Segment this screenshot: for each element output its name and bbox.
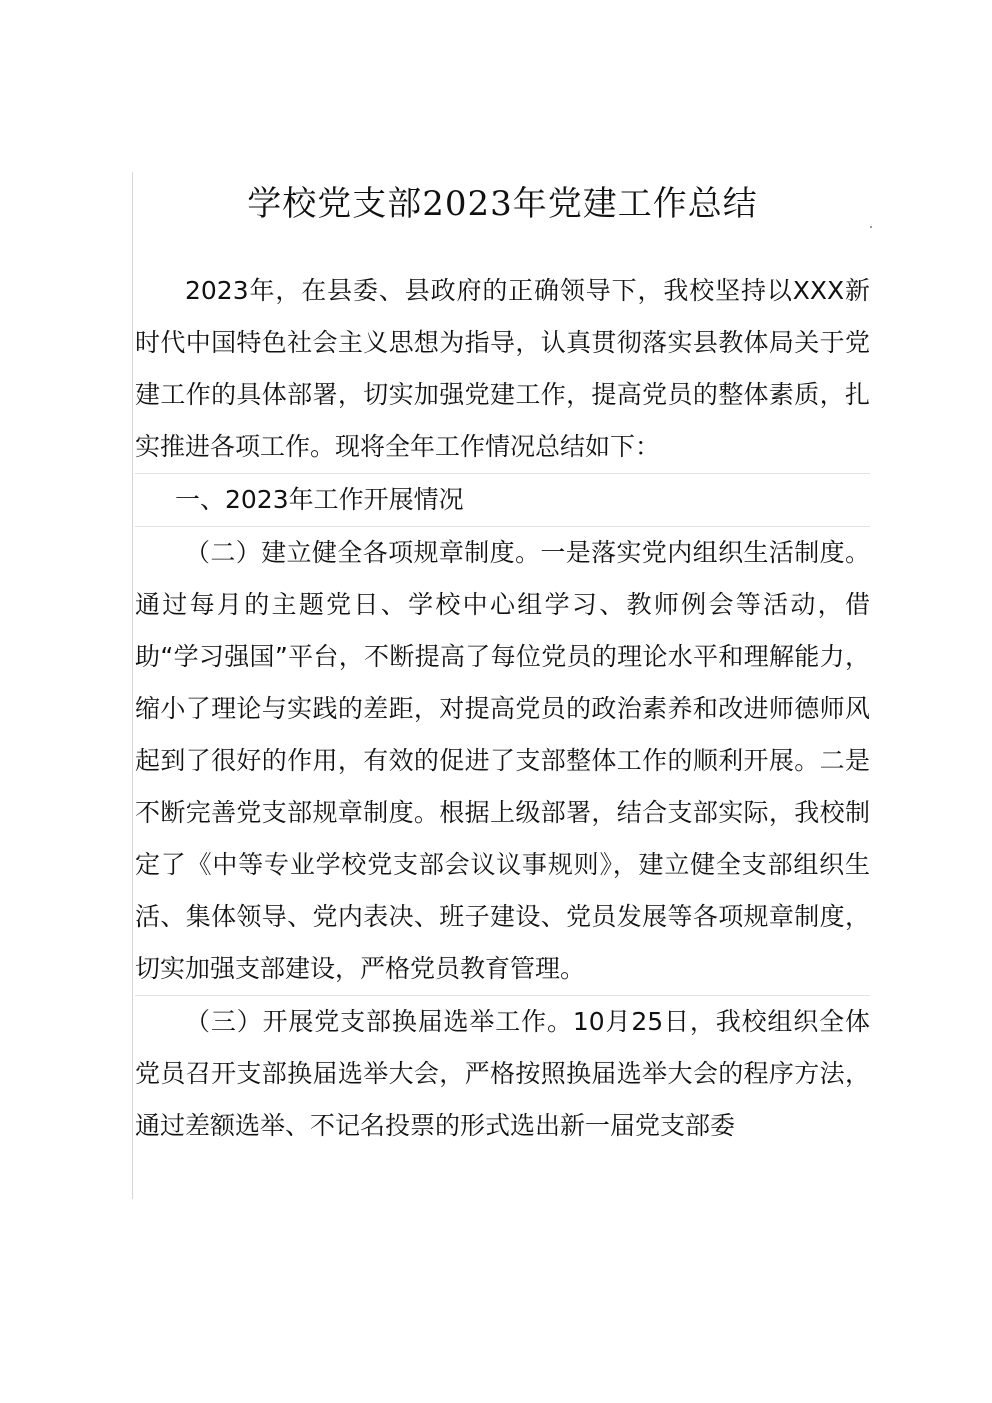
intro-paragraph: 2023年，在县委、县政府的正确领导下，我校坚持以XXX新时代中国特色社会主义思想为指导，认真贯彻落实县教体局关于党建工作的具体部署，切实加强党建工作，提高党员的整体素质，扎实推进各项工作。现将全年工作情况总结如下： [135,276,870,461]
rules-paragraph: （二）建立健全各项规章制度。一是落实党内组织生活制度。通过每月的主题党日、学校中心组学习、教师例会等活动，借助“学习强国”平台，不断提高了每位党员的理论水平和理解能力，缩小了理论与实践的差距，对提高党员的政治素养和改进师德师风起到了很好的作用，有效的促进了支部整体工作的顺利开展。二是不断完善党支部规章制度。根据上级部署，结合支部实际，我校制定了《中等专业学校党支部会议议事规则》，建立健全支部组织生活、集体领导、党内表决、班子建设、党员发展等各项规章制度，切实加强支部建设，严格党员教育管理。 [135,526,870,995]
section-heading: 一、2023年工作开展情况 [135,473,870,526]
left-margin-rule [132,172,133,1199]
document-body [135,265,870,1152]
document-title: 学校党支部2023年党建工作总结 [247,184,758,224]
election-paragraph: （三）开展党支部换届选举工作。10月25日，我校组织全体党员召开支部换届选举大会，严格按照换届选举大会的程序方法，通过差额选举、不记名投票的形式选出新一届党支部委 [135,995,870,1152]
stray-dot-mark [870,226,872,228]
